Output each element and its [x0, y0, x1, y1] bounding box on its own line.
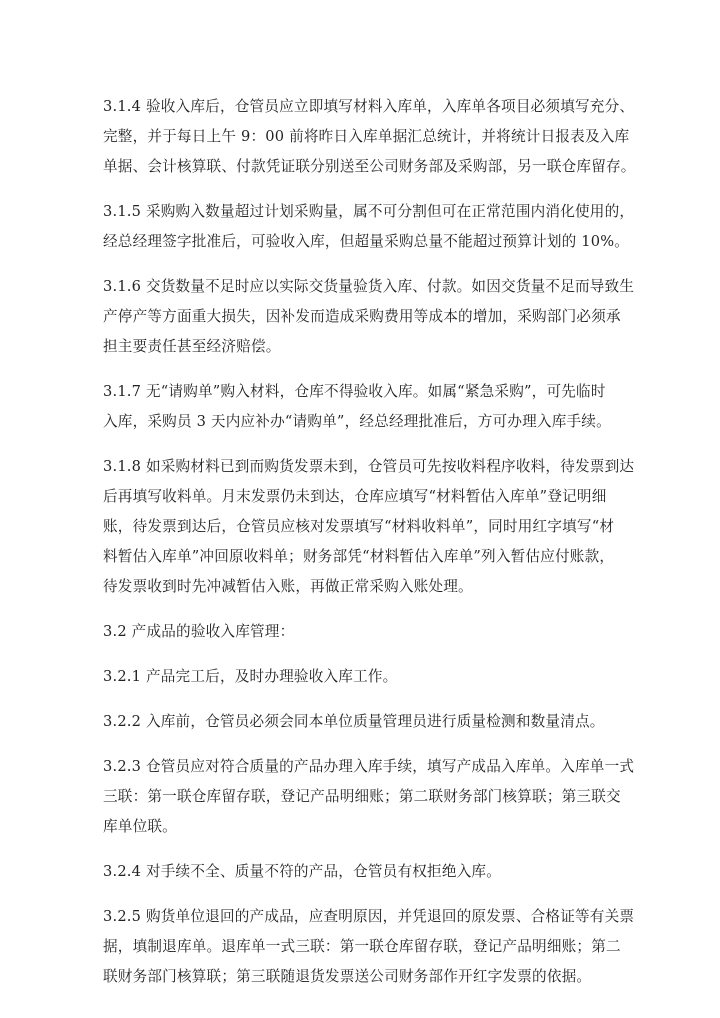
text-line: 经总经理签字批准后，可验收入库，但超量采购总量不能超过预算计划的 10%。: [103, 233, 630, 250]
text-line: 完整，并于每日上午 9：00 前将昨日入库单据汇总统计，并将统计日报表及入库: [103, 128, 630, 145]
text-line: 料暂估入库单”冲回原收料单；财务部凭“材料暂估入库单”列入暂估应付账款，: [103, 548, 615, 565]
paragraph-3-1-4: [103, 92, 663, 182]
text-line: 账，待发票到达后，仓管员应核对发票填写“材料收料单”，同时用红字填写“材: [103, 518, 615, 535]
paragraph-3-2-2: [103, 707, 663, 737]
paragraph-3-2-1: [103, 662, 663, 692]
text-line: 入库，采购员 3 天内应补办“请购单”，经总经理批准后，方可办理入库手续。: [103, 413, 611, 430]
text-line: 3.2.3 仓管员应对符合质量的产品办理入库手续，填写产成品入库单。入库单一式: [103, 758, 635, 775]
text-line: 3.1.5 采购购入数量超过计划采购量，属不可分割但可在正常范围内消化使用的，: [103, 203, 635, 220]
text-line: 单据、会计核算联、付款凭证联分别送至公司财务部及采购部，另一联仓库留存。: [103, 158, 636, 175]
paragraph-3-2: [103, 617, 663, 647]
text-line: 3.2.1 产品完工后，及时办理验收入库工作。: [103, 668, 398, 685]
paragraph-3-1-8: [103, 452, 663, 602]
paragraph-3-2-4: [103, 857, 663, 887]
paragraph-3-2-5: [103, 902, 663, 992]
text-line: 3.1.4 验收入库后，仓管员应立即填写材料入库单，入库单各项目必须填写充分、: [103, 98, 635, 115]
text-line: 库单位联。: [103, 818, 177, 835]
text-line: 3.1.8 如采购材料已到而购货发票未到，仓管员可先按收料程序收料，待发票到达: [103, 458, 635, 475]
text-line: 3.1.7 无“请购单”购入材料，仓库不得验收入库。如属“紧急采购”，可先临时: [103, 383, 606, 400]
text-line: 3.2.5 购货单位退回的产成品，应查明原因，并凭退回的原发票、合格证等有关票: [103, 908, 635, 925]
text-line: 产停产等方面重大损失，因补发而造成采购费用等成本的增加，采购部门必须承: [103, 308, 621, 325]
paragraph-3-1-7: [103, 377, 663, 437]
text-line: 3.2.4 对手续不全、质量不符的产品，仓管员有权拒绝入库。: [103, 863, 502, 880]
paragraph-3-1-5: [103, 197, 663, 257]
text-line: 3.2 产成品的验收入库管理：: [103, 623, 295, 640]
document-page: [103, 92, 663, 1007]
text-line: 待发票收到时先冲减暂估入账，再做正常采购入账处理。: [103, 578, 473, 595]
text-line: 联财务部门核算联；第三联随退货发票送公司财务部作开红字发票的依据。: [103, 968, 592, 985]
text-line: 据，填制退库单。退库单一式三联：第一联仓库留存联，登记产品明细账；第二: [103, 938, 621, 955]
text-line: 担主要责任甚至经济赔偿。: [103, 338, 281, 355]
text-line: 后再填写收料单。月末发票仍未到达，仓库应填写“材料暂估入库单”登记明细: [103, 488, 607, 505]
paragraph-3-2-3: [103, 752, 663, 842]
text-line: 3.2.2 入库前，仓管员必须会同本单位质量管理员进行质量检测和数量清点。: [103, 713, 605, 730]
text-line: 3.1.6 交货数量不足时应以实际交货量验货入库、付款。如因交货量不足而导致生: [103, 278, 635, 295]
text-line: 三联：第一联仓库留存联，登记产品明细账；第二联财务部门核算联；第三联交: [103, 788, 621, 805]
paragraph-3-1-6: [103, 272, 663, 362]
